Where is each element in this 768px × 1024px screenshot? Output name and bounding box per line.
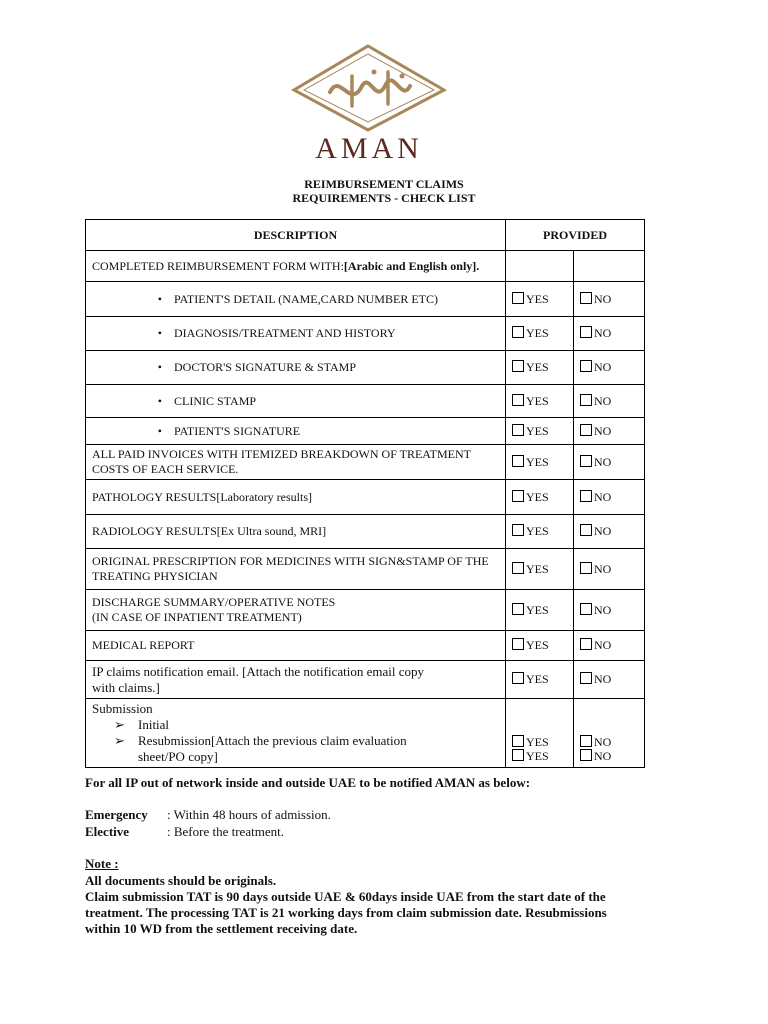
- arrow-bullet-icon: ➢: [114, 733, 125, 748]
- yes-checkbox[interactable]: [512, 326, 524, 338]
- provided-header: PROVIDED: [506, 220, 645, 251]
- table-row: • DOCTOR'S SIGNATURE & STAMP YES NO: [86, 351, 645, 385]
- note-line-3: treatment. The processing TAT is 21 working days from claim submission date. Resubmissions: [85, 905, 607, 920]
- no-checkbox[interactable]: [580, 524, 592, 536]
- elective-line: Elective : Before the treatment.: [85, 824, 284, 839]
- note-line-2: Claim submission TAT is 90 days outside UAE & 60days inside UAE from the start date of the: [85, 889, 606, 904]
- yes-checkbox[interactable]: [512, 524, 524, 536]
- resubmission-no-checkbox[interactable]: [580, 749, 592, 761]
- table-row: ORIGINAL PRESCRIPTION FOR MEDICINES WITH SIGN&STAMP OF THE TREATING PHYSICIAN YES NO: [86, 549, 645, 590]
- description-header: DESCRIPTION: [86, 220, 506, 251]
- form-row-desc: COMPLETED REIMBURSEMENT FORM WITH:[Arabic and English only].: [86, 251, 506, 282]
- table-row: • DIAGNOSIS/TREATMENT AND HISTORY YES NO: [86, 317, 645, 351]
- aman-wordmark: AMAN: [315, 132, 423, 165]
- note-heading: Note :: [85, 856, 119, 871]
- title-line-2: REQUIREMENTS - CHECK LIST: [292, 191, 476, 205]
- no-checkbox[interactable]: [580, 672, 592, 684]
- yes-checkbox[interactable]: [512, 292, 524, 304]
- no-checkbox[interactable]: [580, 603, 592, 615]
- submission-row: Submission ➢ Initial ➢ Resubmission[Attach the previous claim evaluation sheet/PO copy] YES YES NO NO: [86, 699, 645, 768]
- initial-no-checkbox[interactable]: [580, 735, 592, 747]
- emergency-line: Emergency : Within 48 hours of admission.: [85, 807, 331, 822]
- no-checkbox[interactable]: [580, 562, 592, 574]
- yes-checkbox[interactable]: [512, 455, 524, 467]
- table-row: [86, 251, 645, 282]
- checklist-table: [85, 219, 645, 768]
- no-checkbox[interactable]: [580, 638, 592, 650]
- bullet-icon: •: [157, 423, 162, 438]
- yes-checkbox[interactable]: [512, 360, 524, 372]
- no-checkbox[interactable]: [580, 490, 592, 502]
- no-checkbox[interactable]: [580, 326, 592, 338]
- initial-yes-checkbox[interactable]: [512, 735, 524, 747]
- bullet-icon: •: [157, 291, 162, 306]
- table-row: • PATIENT'S SIGNATURE YES NO: [86, 418, 645, 445]
- table-row: • PATIENT'S DETAIL (NAME,CARD NUMBER ETC) YES NO: [86, 282, 645, 317]
- yes-checkbox[interactable]: [512, 394, 524, 406]
- table-row: MEDICAL REPORT YES NO: [86, 631, 645, 661]
- empty-cell: [506, 251, 574, 282]
- yes-checkbox[interactable]: [512, 603, 524, 615]
- no-checkbox[interactable]: [580, 424, 592, 436]
- bullet-icon: •: [157, 360, 162, 374]
- no-checkbox[interactable]: [580, 394, 592, 406]
- arrow-bullet-icon: ➢: [114, 717, 125, 732]
- notice-text: For all IP out of network inside and outside UAE to be notified AMAN as below:: [85, 775, 531, 790]
- note-line-1: All documents should be originals.: [85, 873, 277, 888]
- yes-checkbox[interactable]: [512, 638, 524, 650]
- yes-checkbox[interactable]: [512, 562, 524, 574]
- no-checkbox[interactable]: [580, 360, 592, 372]
- yes-checkbox[interactable]: [512, 490, 524, 502]
- table-row: ALL PAID INVOICES WITH ITEMIZED BREAKDOWN OF TREATMENT COSTS OF EACH SERVICE. YES NO: [86, 445, 645, 480]
- bullet-icon: •: [157, 393, 162, 408]
- table-row: DISCHARGE SUMMARY/OPERATIVE NOTES (IN CASE OF INPATIENT TREATMENT) YES NO: [86, 590, 645, 631]
- resubmission-yes-checkbox[interactable]: [512, 749, 524, 761]
- no-checkbox[interactable]: [580, 292, 592, 304]
- table-header-row: [86, 220, 645, 251]
- table-row: • CLINIC STAMP YES NO: [86, 385, 645, 418]
- title-line-1: REIMBURSEMENT CLAIMS: [304, 177, 464, 191]
- bullet-icon: •: [157, 326, 162, 340]
- table-row: IP claims notification email. [Attach the notification email copy with claims.] YES NO: [86, 661, 645, 699]
- no-checkbox[interactable]: [580, 455, 592, 467]
- note-line-4: within 10 WD from the settlement receiving date.: [85, 921, 358, 936]
- table-row: PATHOLOGY RESULTS[Laboratory results] YES NO: [86, 480, 645, 515]
- empty-cell: [574, 251, 645, 282]
- yes-checkbox[interactable]: [512, 424, 524, 436]
- table-row: RADIOLOGY RESULTS[Ex Ultra sound, MRI] YES NO: [86, 515, 645, 549]
- yes-checkbox[interactable]: [512, 672, 524, 684]
